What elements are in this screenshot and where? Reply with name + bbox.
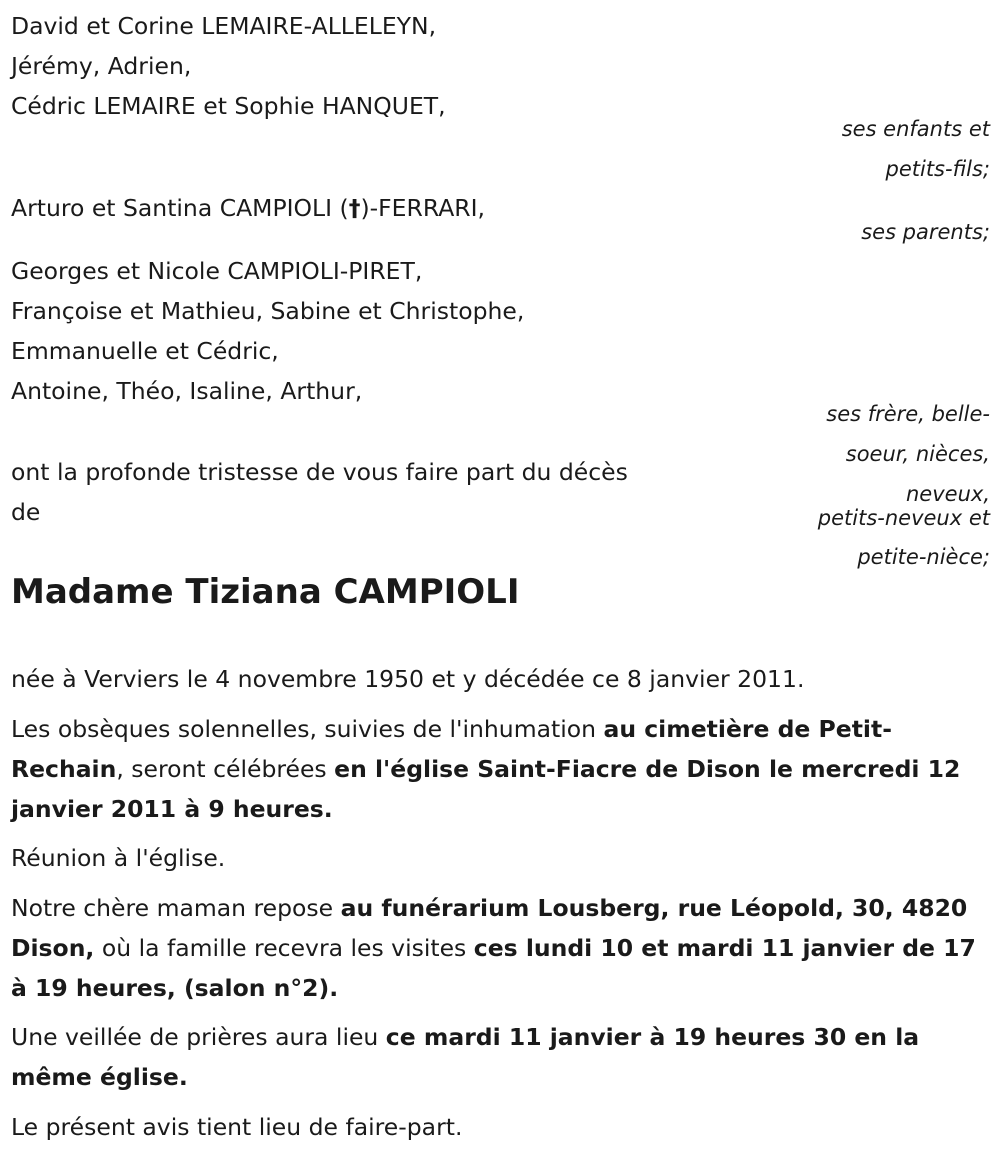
announcement-line-1: ont la profonde tristesse de vous faire part du décès [11, 458, 628, 486]
siblings-role-line-3: neveux, [906, 482, 990, 506]
funeral-church-time: en l'église Saint-Fiacre de Dison le mercredi 12 janvier 2011 à 9 heures. [11, 755, 961, 823]
funeral-cemetery: au cimetière de Petit-Rechain [11, 715, 892, 783]
vigil-paragraph [11, 1017, 989, 1097]
children-line-2: Jérémy, Adrien, [11, 52, 192, 80]
siblings-role-line-2: soeur, nièces, [845, 442, 990, 466]
visits-paragraph [11, 888, 989, 1008]
deceased-name: Madame Tiziana CAMPIOLI [11, 572, 520, 612]
children-line-3: Cédric LEMAIRE et Sophie HANQUET, [11, 92, 446, 120]
announcement-line-2: de [11, 498, 41, 526]
siblings-line-2: Françoise et Mathieu, Sabine et Christophe, [11, 297, 525, 325]
funeral-text-1: Les obsèques solennelles, suivies de l'inhumation [11, 715, 604, 743]
siblings-line-3: Emmanuelle et Cédric, [11, 337, 279, 365]
vigil-text-1: Une veillée de prières aura lieu [11, 1023, 386, 1051]
visits-text-2: où la famille recevra les visites [94, 934, 474, 962]
children-role-line-2: petits-fils; [885, 157, 990, 181]
meeting-text: Réunion à l'église. [11, 844, 226, 872]
siblings-role-line-1: ses frère, belle- [826, 402, 990, 426]
funeral-paragraph [11, 709, 989, 829]
visits-schedule: ces lundi 10 et mardi 11 janvier de 17 à 19 heures, (salon n°2). [11, 934, 976, 1002]
siblings-role-line-5: petite-nièce; [857, 545, 990, 569]
parents-name-start: Arturo et Santina CAMPIOLI ( [11, 194, 349, 222]
visits-text-1: Notre chère maman repose [11, 894, 341, 922]
parents-role: ses parents; [861, 220, 990, 244]
closing-text: Le présent avis tient lieu de faire-part. [11, 1113, 463, 1141]
siblings-line-1: Georges et Nicole CAMPIOLI-PIRET, [11, 257, 423, 285]
parents-line [11, 188, 485, 228]
cross-icon: † [348, 194, 361, 222]
siblings-role-line-4: petits-neveux et [817, 506, 990, 530]
funeral-text-2: , seront célébrées [116, 755, 335, 783]
visits-funeral-home: au funérarium Lousberg, rue Léopold, 30, 4820 Dison, [11, 894, 968, 962]
siblings-line-4: Antoine, Théo, Isaline, Arthur, [11, 377, 363, 405]
vigil-time-place: ce mardi 11 janvier à 19 heures 30 en la même église. [11, 1023, 920, 1091]
parents-name-end: )-FERRARI, [360, 194, 486, 222]
birth-death-text: née à Verviers le 4 novembre 1950 et y décédée ce 8 janvier 2011. [11, 665, 805, 693]
children-line-1: David et Corine LEMAIRE-ALLELEYN, [11, 12, 437, 40]
children-role-line-1: ses enfants et [841, 117, 990, 141]
